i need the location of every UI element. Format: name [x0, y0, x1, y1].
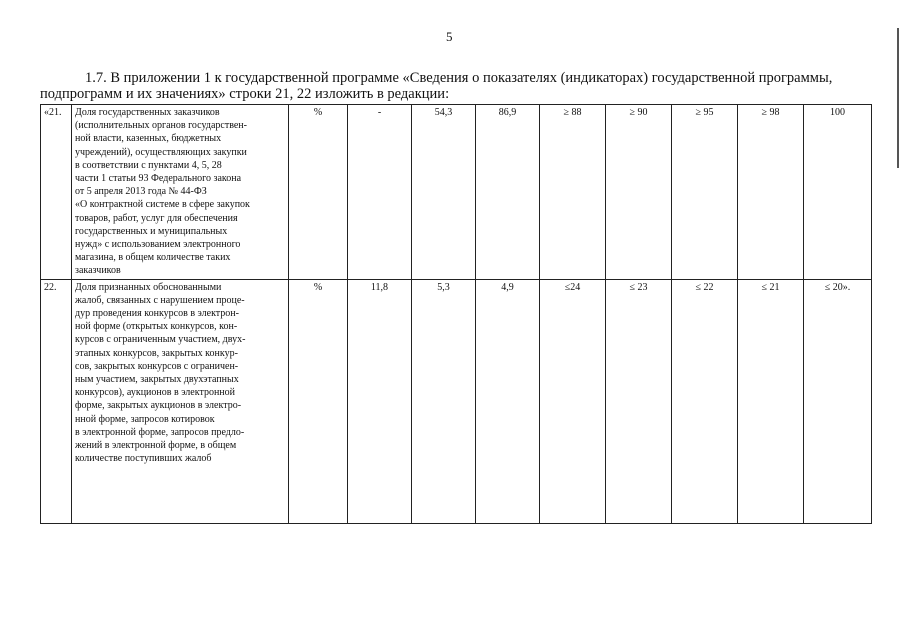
unit-cell: %	[289, 279, 348, 523]
name-line: ной форме (открытых конкурсов, кон-	[75, 321, 238, 333]
name-line: товаров, работ, услуг для обеспечения	[75, 212, 238, 224]
value-cell: 11,8	[348, 279, 412, 523]
name-line: форме, закрытых аукционов в электро-	[75, 400, 242, 412]
name-line: жений в электронной форме, в общем	[75, 440, 237, 452]
name-line: ным участием, закрытых двухэтапных	[75, 374, 239, 386]
value-cell: ≤ 20».	[804, 279, 872, 523]
name-line: в соответствии с пунктами 4, 5, 28	[75, 159, 222, 171]
name-line: курсов с ограниченным участием, двух-	[75, 334, 246, 346]
name-line: дур проведения конкурсов в электрон-	[75, 308, 239, 320]
value-cell: -	[348, 105, 412, 280]
value-cell: 4,9	[476, 279, 540, 523]
name-line: количестве поступивших жалоб	[75, 453, 212, 465]
value-cell: ≥ 90	[606, 105, 672, 280]
name-line: (исполнительных органов государствен-	[75, 120, 247, 132]
row-number: 22.	[41, 279, 72, 523]
table-row	[41, 105, 872, 280]
row-number: «21.	[41, 105, 72, 280]
indicators-table	[40, 104, 872, 524]
scan-edge-mark	[897, 28, 899, 168]
value-cell: ≤ 21	[738, 279, 804, 523]
name-line: жалоб, связанных с нарушением проце-	[75, 294, 245, 306]
name-line: нной форме, запросов котировок	[75, 413, 215, 425]
name-line: конкурсов), аукционов в электронной	[75, 387, 236, 399]
name-line: магазина, в общем количестве таких	[75, 252, 231, 264]
name-line: заказчиков	[75, 265, 121, 277]
value-cell: ≥ 88	[540, 105, 606, 280]
name-line: в электронной форме, запросов предло-	[75, 426, 245, 438]
value-cell: ≤ 23	[606, 279, 672, 523]
value-cell: 86,9	[476, 105, 540, 280]
name-line: учреждений), осуществляющих закупки	[75, 146, 247, 158]
value-cell: ≤24	[540, 279, 606, 523]
value-cell: 100	[804, 105, 872, 280]
value-cell: ≥ 95	[672, 105, 738, 280]
table-row	[41, 279, 872, 523]
unit-cell: %	[289, 105, 348, 280]
name-line: ной власти, казенных, бюджетных	[75, 133, 222, 145]
value-cell: 5,3	[412, 279, 476, 523]
name-line: сов, закрытых конкурсов с ограничен-	[75, 360, 239, 372]
value-cell: ≤ 22	[672, 279, 738, 523]
name-line: Доля государственных заказчиков	[75, 107, 220, 118]
name-line: части 1 статьи 93 Федерального закона	[75, 173, 242, 185]
name-line: от 5 апреля 2013 года № 44-ФЗ	[75, 186, 207, 198]
indicator-name	[72, 279, 289, 523]
name-line: нужд» с использованием электронного	[75, 239, 241, 251]
name-line: «О контрактной системе в сфере закупок	[75, 199, 250, 211]
value-cell: 54,3	[412, 105, 476, 280]
name-line: государственных и муниципальных	[75, 225, 228, 237]
value-cell: ≥ 98	[738, 105, 804, 280]
intro-paragraph: 1.7. В приложении 1 к государственной программе «Сведения о показателях (индикаторах) государственной программы, подпрограмм и их значениях» строки 21, 22 изложить в редакции:	[40, 70, 833, 102]
indicator-name	[72, 105, 289, 280]
name-line: этапных конкурсов, закрытых конкур-	[75, 347, 238, 359]
name-line: Доля признанных обоснованными	[75, 281, 222, 293]
page-number: 5	[446, 29, 453, 44]
